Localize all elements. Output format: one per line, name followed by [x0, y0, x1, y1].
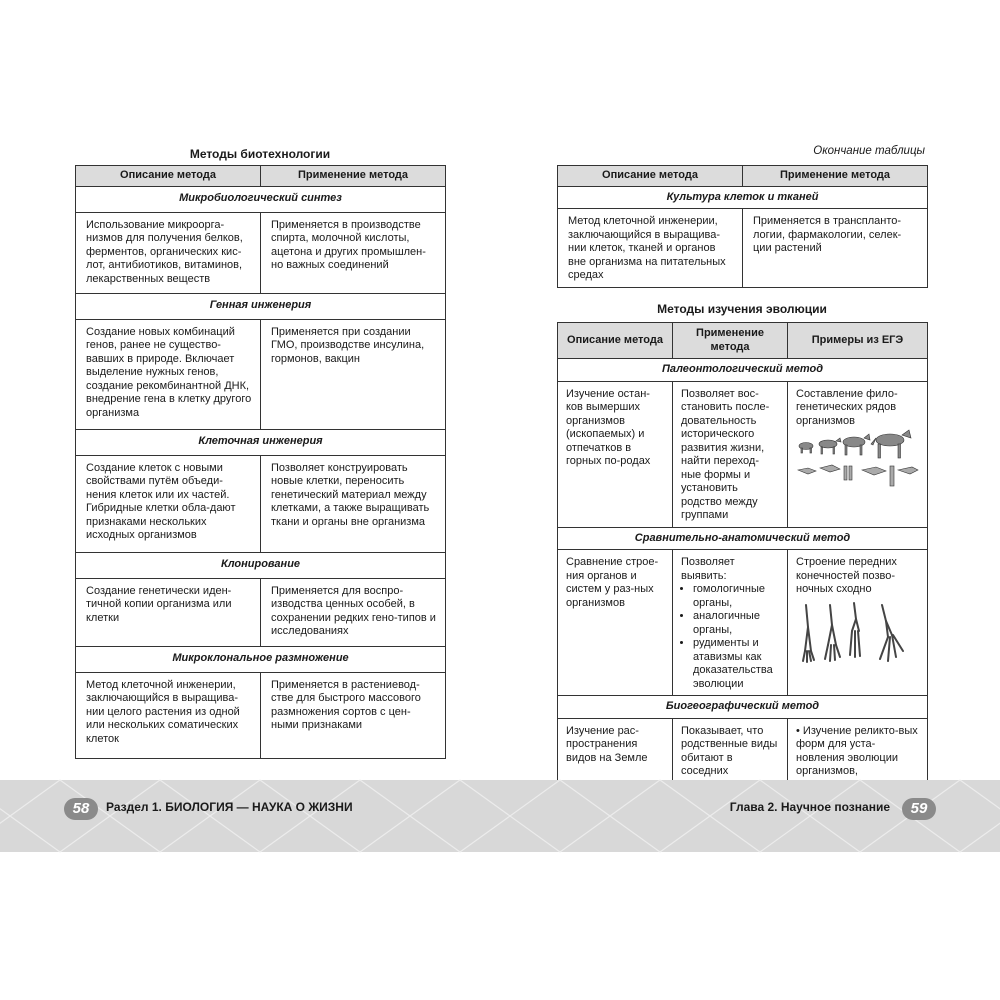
method-application: Применяется для воспро-изводства ценных особей, в сохранении редких гено-типов и исследованиях — [261, 578, 446, 646]
section-row — [558, 186, 928, 209]
method-description: Изучение остан-ков вымерших организмов (ископаемых) и отпечатков в горных по-родах — [558, 381, 673, 527]
example-text: Строение передних конечностей позво-ночных сходно — [796, 556, 897, 595]
header-description: Описание метода — [76, 166, 261, 187]
section-title: Генная инженерия — [76, 293, 446, 319]
section-title: Сравнительно-анатомический метод — [558, 527, 928, 550]
method-description: Метод клеточной инженерии, заключающийся в выращива-нии целого растения из одной или нескольких соматических клеток — [76, 672, 261, 758]
evolution-methods-table — [557, 322, 928, 799]
section-row — [558, 359, 928, 382]
horse-evolution-series-icon — [796, 432, 919, 499]
method-application: Применяется при создании ГМО, производстве инсулина, гормонов, вакцин — [261, 319, 446, 429]
method-application: Применяется в транспланто-логии, фармакологии, селек-ции растений — [743, 209, 928, 288]
example-text: Составление фило-генетических рядов организмов — [796, 387, 898, 427]
method-application — [673, 550, 788, 696]
table-row — [558, 550, 928, 696]
header-description: Описание метода — [558, 323, 673, 359]
section-row — [558, 527, 928, 550]
method-description: Создание генетически иден-тичной копии организма или клетки — [76, 578, 261, 646]
method-application: Позволяет конструировать новые клетки, переносить генетический материал между клетками, а также выращивать ткани и органы вне организма — [261, 455, 446, 552]
section-title: Микроклональное размножение — [76, 646, 446, 672]
method-description: Метод клеточной инженерии, заключающийся в выращива-нии клеток, тканей и органов вне организма на питательных средах — [558, 209, 743, 288]
section-row — [76, 646, 446, 672]
method-description: Создание новых комбинаций генов, ранее не существо-вавших в природе. Включает выделение нужных генов, создание рекомбинантной ДНК, внедрение гена в клетку другого организма — [76, 319, 261, 429]
section-title: Клонирование — [76, 552, 446, 578]
vertebrate-forelimb-bones-icon — [796, 601, 919, 672]
footer-band — [0, 780, 1000, 852]
example-cell — [788, 550, 928, 696]
table-title: Методы биотехнологии — [189, 147, 331, 161]
header-application: Применение метода — [673, 323, 788, 359]
table-row — [76, 212, 446, 293]
continuation-note: Окончание таблицы — [813, 145, 925, 157]
table-row — [76, 319, 446, 429]
table-row — [76, 672, 446, 758]
running-head-left: Раздел 1. БИОЛОГИЯ — НАУКА О ЖИЗНИ — [106, 800, 353, 814]
section-row — [76, 429, 446, 455]
running-head-right: Глава 2. Научное познание — [729, 800, 890, 814]
section-title: Палеонтологический метод — [558, 359, 928, 382]
method-application: Позволяет вос-становить после-довательность исторического развития жизни, найти переход-ные формы и установить родство между группами — [673, 381, 788, 527]
table-header-row — [558, 166, 928, 187]
section-row — [76, 293, 446, 319]
example-cell — [788, 381, 928, 527]
method-application: Применяется в производстве спирта, молочной кислоты, ацетона и других промышлен-но важных соединений — [261, 212, 446, 293]
biotech-methods-table — [75, 165, 446, 759]
list-item: • аналогичные органы, — [693, 610, 779, 637]
header-application: Применение метода — [743, 166, 928, 187]
header-examples: Примеры из ЕГЭ — [788, 323, 928, 359]
table-header-row — [558, 323, 928, 359]
section-title: Культура клеток и тканей — [558, 186, 928, 209]
section-title: Микробиологический синтез — [76, 186, 446, 212]
header-application: Применение метода — [261, 166, 446, 187]
table-header-row — [76, 166, 446, 187]
method-description: Использование микроорга-низмов для получения белков, ферментов, органических кис-лот, антибиотиков, витаминов, лекарственных веществ — [76, 212, 261, 293]
table-row — [76, 578, 446, 646]
section-row — [76, 552, 446, 578]
table-title: Методы изучения эволюции — [657, 302, 827, 316]
page-number-right: 59 — [902, 798, 936, 820]
section-row — [558, 696, 928, 719]
table-row — [558, 381, 928, 527]
table-row — [558, 209, 928, 288]
table-row — [76, 455, 446, 552]
method-description: Создание клеток с новыми свойствами путём объеди-нения клеток или их частей. Гибридные клетки обла-дают признаками нескольких исходных организмов — [76, 455, 261, 552]
list-item: • гомологичные органы, — [693, 583, 779, 610]
section-row — [76, 186, 446, 212]
application-lead: Позволяет выявить: — [681, 556, 735, 582]
section-title: Биогеографический метод — [558, 696, 928, 719]
page-number-left: 58 — [64, 798, 98, 820]
section-title: Клеточная инженерия — [76, 429, 446, 455]
application-list — [681, 583, 779, 691]
method-application: Применяется в растениевод-стве для быстрого массового размножения сортов с цен-ными признаками — [261, 672, 446, 758]
biotech-continuation-table — [557, 165, 928, 288]
example-text: • Изучение реликто-вых форм для уста-новления эволюции организмов, — [788, 718, 928, 798]
method-application: Показывает, что родственные виды обитают в соседних — [673, 718, 788, 798]
list-item: • рудименты и атавизмы как доказательства эволюции — [693, 637, 779, 691]
footer-pattern — [0, 780, 1000, 852]
header-description: Описание метода — [558, 166, 743, 187]
evolution-table-clip — [557, 322, 927, 777]
method-description: Изучение рас-пространения видов на Земле — [558, 718, 673, 798]
method-description: Сравнение строе-ния органов и систем у раз-ных организмов — [558, 550, 673, 696]
